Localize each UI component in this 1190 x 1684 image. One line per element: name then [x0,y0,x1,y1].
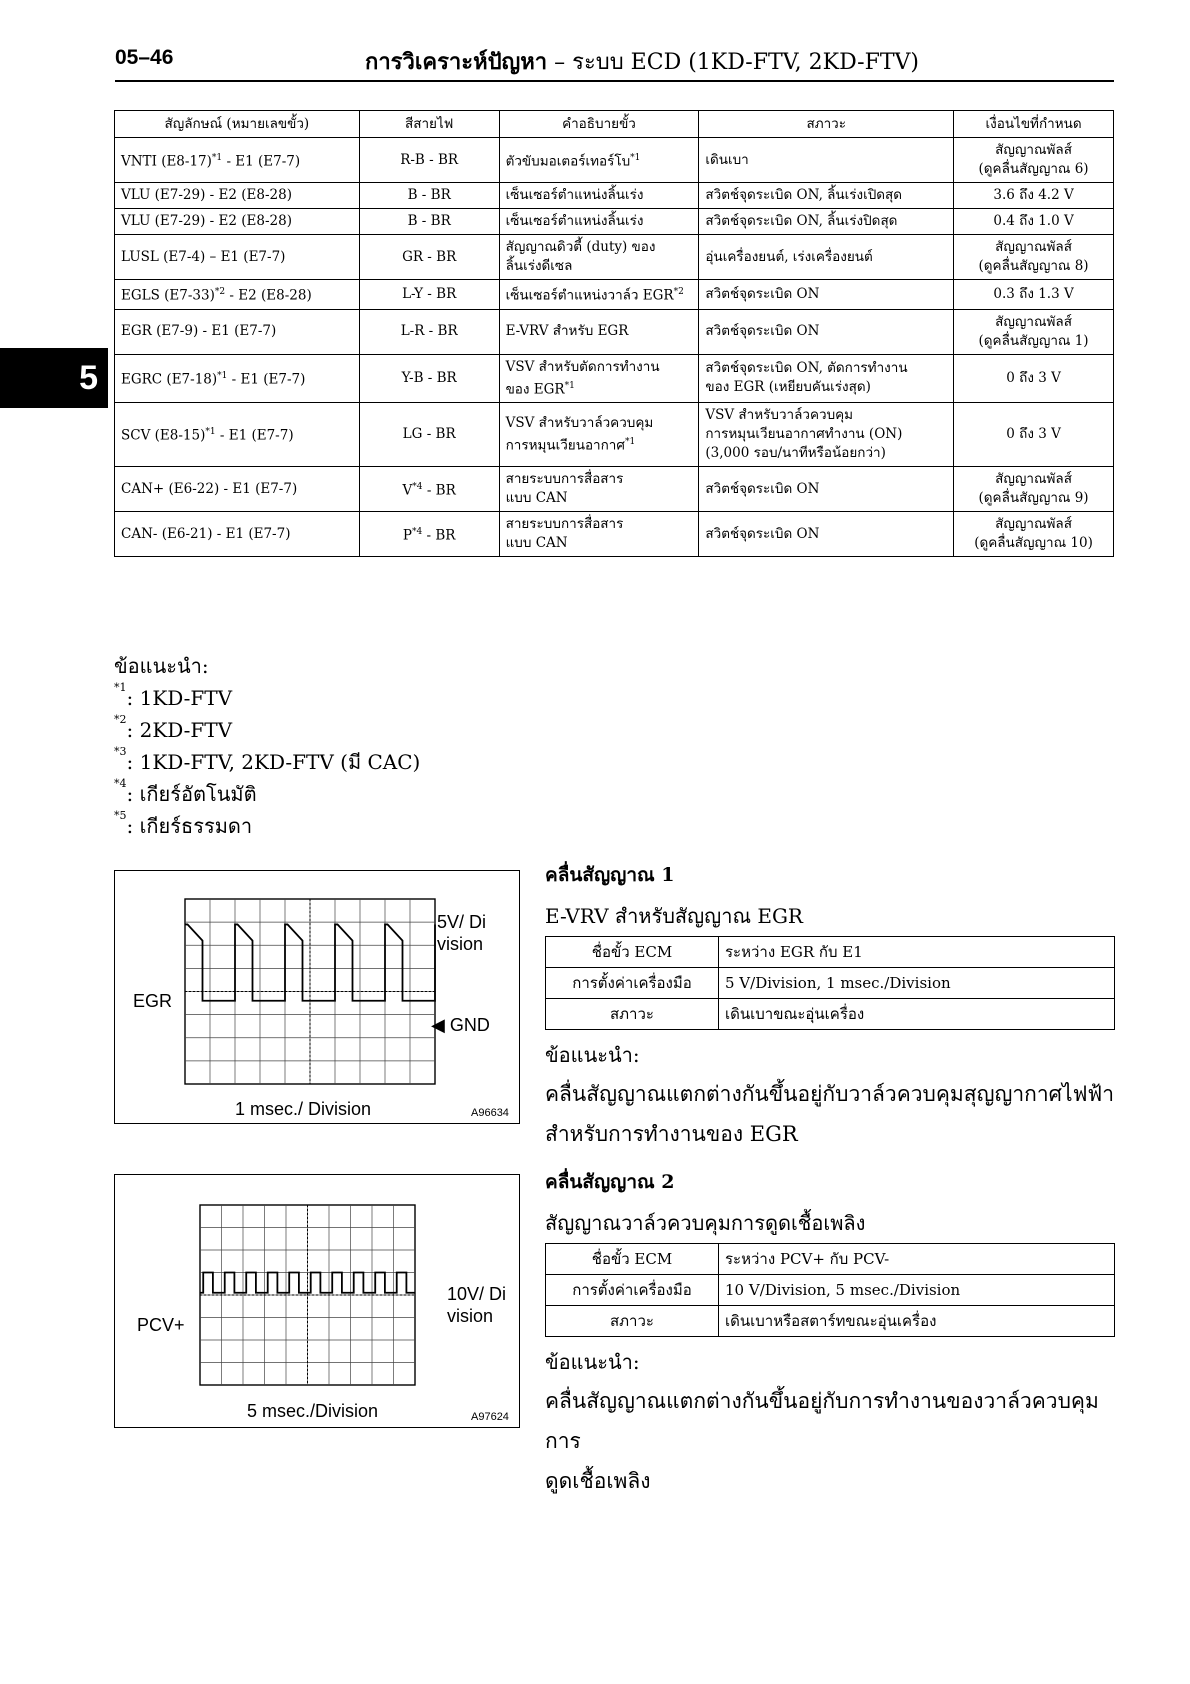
table-row [115,403,1114,467]
page-number: 05–46 [115,46,174,69]
cell-condition: สวิตช์จุดระเบิด ON [699,467,954,512]
waveform-1-hint: ข้อแนะนำ: [545,1043,640,1067]
setting-row [546,1244,1115,1275]
header-divider [115,80,1114,82]
oscilloscope-egr [114,870,520,1124]
oscilloscope-pcv [114,1174,520,1428]
note-item: $^{*5}$: เกียร์ธรรมดา [114,809,253,838]
scope1-volt-label: 5V/ Di vision [437,912,487,954]
cell-description: VSV สำหรับวาล์วควบคุม การหมุนเวียนอากาศ$^{*1}$ [499,403,699,467]
table-header-4: เงื่อนไขที่กำหนด [954,111,1114,138]
scope2-volt-label: 10V/ Di vision [447,1284,507,1326]
waveform-2-table [545,1243,1115,1337]
cell-specified-condition: 0 ถึง 3 V [954,403,1114,467]
terminal-spec-table [114,110,1114,557]
cell-description: สายระบบการสื่อสาร แบบ CAN [499,467,699,512]
setting-value: เดินเบาขณะอุ่นเครื่อง [719,999,1115,1030]
cell-specified-condition: 0.3 ถึง 1.3 V [954,280,1114,310]
cell-wire-color: B - BR [359,209,499,235]
cell-description: เซ็นเซอร์ตำแหน่งลิ้นเร่ง [499,183,699,209]
table-row [115,354,1114,403]
setting-key: การตั้งค่าเครื่องมือ [546,968,719,999]
cell-symbol: VLU (E7-29) - E2 (E8-28) [115,183,360,209]
cell-specified-condition: 0.4 ถึง 1.0 V [954,209,1114,235]
cell-description: สัญญาณดิวตี้ (duty) ของ ลิ้นเร่งดีเซล [499,235,699,280]
setting-key: ชื่อขั้ว ECM [546,1244,719,1275]
waveform-1-table [545,936,1115,1030]
cell-symbol: CAN+ (E6-22) - E1 (E7-7) [115,467,360,512]
section-tab: 5 [0,348,108,408]
cell-symbol: EGR (E7-9) - E1 (E7-7) [115,309,360,354]
waveform-2-title: คลื่นสัญญาณ 2 [545,1171,675,1193]
cell-symbol: CAN- (E6-21) - E1 (E7-7) [115,512,360,557]
setting-value: 5 V/Division, 1 msec./Division [719,968,1115,999]
setting-row [546,937,1115,968]
cell-wire-color: $P^{*4}$ - BR [359,512,499,557]
scope2-signal-label: PCV+ [137,1315,185,1335]
setting-row [546,1306,1115,1337]
table-header-2: คำอธิบายขั้ว [499,111,699,138]
table-row [115,209,1114,235]
cell-specified-condition: สัญญาณพัลส์ (ดูคลื่นสัญญาณ 8) [954,235,1114,280]
scope1-time-label: 1 msec./ Division [235,1099,372,1119]
setting-value: เดินเบาหรือสตาร์ทขณะอุ่นเครื่อง [719,1306,1115,1337]
table-row [115,183,1114,209]
arrow-left-icon: ◀ [431,1015,445,1035]
cell-specified-condition: 0 ถึง 3 V [954,354,1114,403]
cell-condition: สวิตช์จุดระเบิด ON [699,512,954,557]
notes [114,650,420,842]
waveform-2-note-1: คลื่นสัญญาณแตกต่างกันขึ้นอยู่กับการทำงานของวาล์วควบคุมการ [545,1389,1099,1453]
scope1-figure-code: A96634 [471,1107,509,1119]
cell-wire-color: Y-B - BR [359,354,499,403]
notes-title: ข้อแนะนำ: [114,654,209,678]
waveform-1-title: คลื่นสัญญาณ 1 [545,864,675,886]
cell-wire-color: LG - BR [359,403,499,467]
note-item: $^{*4}$: เกียร์อัตโนมัติ [114,777,257,806]
waveform-2-section [545,1167,1115,1501]
cell-symbol: EGLS $(E7-33)^{*2} - E2$ (E8-28) [115,280,360,310]
note-item: $^{*1}$: 1KD-FTV [114,681,233,710]
scope2-time-label: 5 msec./Division [247,1401,379,1421]
cell-condition: สวิตช์จุดระเบิด ON [699,309,954,354]
setting-row [546,1275,1115,1306]
setting-key: สภาวะ [546,999,719,1030]
waveform-1-subtitle: E-VRV สำหรับสัญญาณ EGR [545,904,803,928]
table-row [115,512,1114,557]
waveform-2-hint: ข้อแนะนำ: [545,1350,640,1374]
cell-condition: สวิตช์จุดระเบิด ON, ลิ้นเร่งเปิดสุด [699,183,954,209]
setting-value: ระหว่าง PCV+ กับ PCV- [719,1244,1115,1275]
cell-wire-color: $V^{*4}$ - BR [359,467,499,512]
setting-key: ชื่อขั้ว ECM [546,937,719,968]
note-item: $^{*3}$: 1KD-FTV, 2KD-FTV (มี CAC) [114,745,421,774]
cell-specified-condition: สัญญาณพัลส์ (ดูคลื่นสัญญาณ 9) [954,467,1114,512]
scope1-signal-label: EGR [133,991,173,1011]
cell-condition: อุ่นเครื่องยนต์, เร่งเครื่องยนต์ [699,235,954,280]
cell-specified-condition: 3.6 ถึง 4.2 V [954,183,1114,209]
cell-condition: สวิตช์จุดระเบิด ON [699,280,954,310]
cell-symbol: VLU (E7-29) - E2 (E8-28) [115,209,360,235]
note-item: $^{*2}$: 2KD-FTV [114,713,233,742]
waveform-2-subtitle: สัญญาณวาล์วควบคุมการดูดเชื้อเพลิง [545,1211,866,1235]
table-row [115,309,1114,354]
cell-wire-color: R-B - BR [359,138,499,183]
table-row [115,280,1114,310]
cell-symbol: VNTI $(E8-17)^{*1} - E1$ (E7-7) [115,138,360,183]
cell-description: ตัวขับมอเตอร์เทอร์โบ$^{*1}$ [499,138,699,183]
table-header-0: สัญลักษณ์ (หมายเลขขั้ว) [115,111,360,138]
cell-specified-condition: สัญญาณพัลส์ (ดูคลื่นสัญญาณ 1) [954,309,1114,354]
cell-specified-condition: สัญญาณพัลส์ (ดูคลื่นสัญญาณ 10) [954,512,1114,557]
cell-condition: สวิตช์จุดระเบิด ON, ลิ้นเร่งปิดสุด [699,209,954,235]
cell-wire-color: GR - BR [359,235,499,280]
setting-row [546,999,1115,1030]
waveform-1-note-2: สำหรับการทำงานของ EGR [545,1122,798,1146]
scope1-gnd-label: ◀ GND [431,1015,490,1035]
cell-wire-color: L-R - BR [359,309,499,354]
setting-value: ระหว่าง EGR กับ E1 [719,937,1115,968]
cell-condition: เดินเบา [699,138,954,183]
setting-row [546,968,1115,999]
cell-condition: สวิตช์จุดระเบิด ON, ตัดการทำงาน ของ EGR (เหยียบคันเร่งสุด) [699,354,954,403]
cell-wire-color: B - BR [359,183,499,209]
table-row [115,138,1114,183]
cell-description: เซ็นเซอร์ตำแหน่งวาล์ว EGR$^{*2}$ [499,280,699,310]
cell-wire-color: L-Y - BR [359,280,499,310]
waveform-2-note-2: ดูดเชื้อเพลิง [545,1469,651,1493]
cell-description: E-VRV สำหรับ EGR [499,309,699,354]
cell-condition: VSV สำหรับวาล์วควบคุม การหมุนเวียนอากาศทำงาน (ON) (3,000 รอบ/นาทีหรือน้อยกว่า) [699,403,954,467]
setting-key: การตั้งค่าเครื่องมือ [546,1275,719,1306]
cell-symbol: LUSL (E7-4) – E1 (E7-7) [115,235,360,280]
cell-description: เซ็นเซอร์ตำแหน่งลิ้นเร่ง [499,209,699,235]
cell-description: VSV สำหรับตัดการทำงาน ของ EGR$^{*1}$ [499,354,699,403]
setting-key: สภาวะ [546,1306,719,1337]
scope2-figure-code: A97624 [471,1411,509,1423]
waveform-1-note-1: คลื่นสัญญาณแตกต่างกันขึ้นอยู่กับวาล์วควบคุมสุญญากาศไฟฟ้า [545,1082,1115,1106]
table-header-3: สภาวะ [699,111,954,138]
table-row [115,235,1114,280]
cell-description: สายระบบการสื่อสาร แบบ CAN [499,512,699,557]
waveform-1-section [545,860,1115,1154]
page-title: การวิเคราะห์ปัญหา – ระบบ ECD (1KD-FTV, 2KD-FTV) [365,49,919,75]
cell-symbol: SCV $(E8-15)^{*1} - E1$ (E7-7) [115,403,360,467]
cell-symbol: EGRC $(E7-18)^{*1} - E1$ (E7-7) [115,354,360,403]
setting-value: 10 V/Division, 5 msec./Division [719,1275,1115,1306]
table-row [115,467,1114,512]
cell-specified-condition: สัญญาณพัลส์ (ดูคลื่นสัญญาณ 6) [954,138,1114,183]
table-header-1: สีสายไฟ [359,111,499,138]
